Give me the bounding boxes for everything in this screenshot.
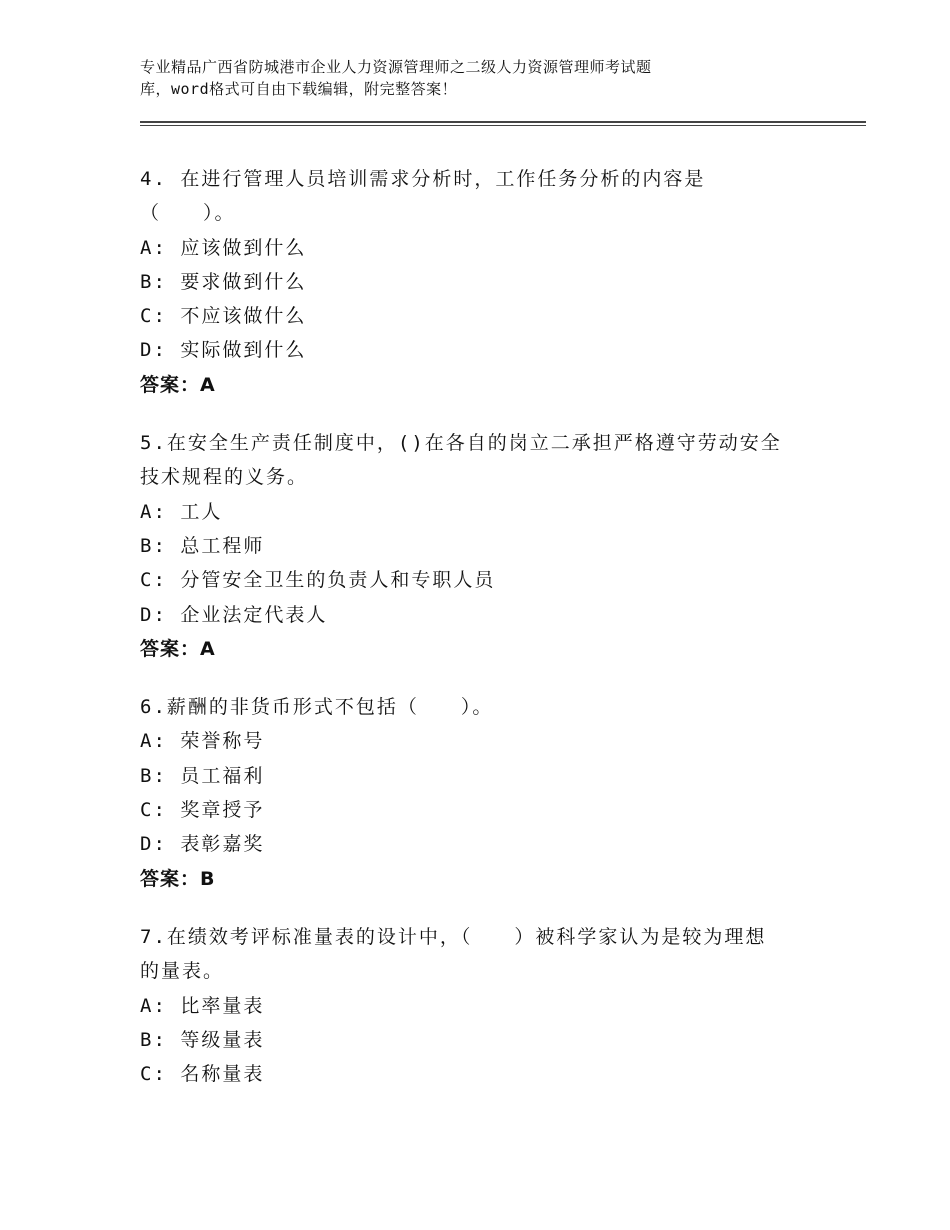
- header-divider-thin: [140, 125, 866, 126]
- question-6: [140, 690, 840, 896]
- option-a: A: 工人: [140, 500, 223, 523]
- question-stem: 的量表。: [140, 960, 225, 983]
- option-b: B: 员工福利: [140, 764, 265, 787]
- option-a: A: 应该做到什么: [140, 236, 307, 259]
- question-stem: （ ）。: [140, 202, 236, 225]
- document-header: [140, 56, 840, 100]
- option-b: B: 总工程师: [140, 534, 265, 557]
- option-c: C: 名称量表: [140, 1063, 265, 1086]
- header-divider-thick: [140, 121, 866, 123]
- header-title-line-1: 专业精品广西省防城港市企业人力资源管理师之二级人力资源管理师考试题: [140, 58, 652, 76]
- answer-label: 答案：A: [140, 373, 216, 396]
- header-title-line-2: 库，word格式可自由下载编辑，附完整答案！: [140, 80, 458, 98]
- question-list: [140, 162, 840, 1115]
- question-stem: 5.在安全生产责任制度中，()在各自的岗立二承担严格遵守劳动安全: [140, 432, 782, 455]
- option-c: C: 不应该做什么: [140, 305, 307, 328]
- option-b: B: 等级量表: [140, 1028, 265, 1051]
- option-a: A: 荣誉称号: [140, 730, 265, 753]
- question-stem: 6.薪酬的非货币形式不包括（ ）。: [140, 696, 494, 719]
- question-stem: 4. 在进行管理人员培训需求分析时，工作任务分析的内容是: [140, 168, 706, 190]
- option-c: C: 分管安全卫生的负责人和专职人员: [140, 569, 496, 592]
- question-4: [140, 162, 840, 402]
- option-d: D: 实际做到什么: [140, 339, 307, 362]
- question-7: [140, 920, 840, 1091]
- question-stem: 7.在绩效考评标准量表的设计中，（ ）被科学家认为是较为理想: [140, 925, 767, 948]
- answer-label: 答案：A: [140, 637, 216, 660]
- option-a: A: 比率量表: [140, 994, 265, 1017]
- answer-label: 答案：B: [140, 867, 216, 890]
- option-b: B: 要求做到什么: [140, 270, 307, 293]
- option-d: D: 企业法定代表人: [140, 603, 328, 626]
- question-5: [140, 426, 840, 666]
- option-d: D: 表彰嘉奖: [140, 833, 265, 856]
- option-c: C: 奖章授予: [140, 799, 265, 822]
- question-stem: 技术规程的义务。: [140, 466, 309, 489]
